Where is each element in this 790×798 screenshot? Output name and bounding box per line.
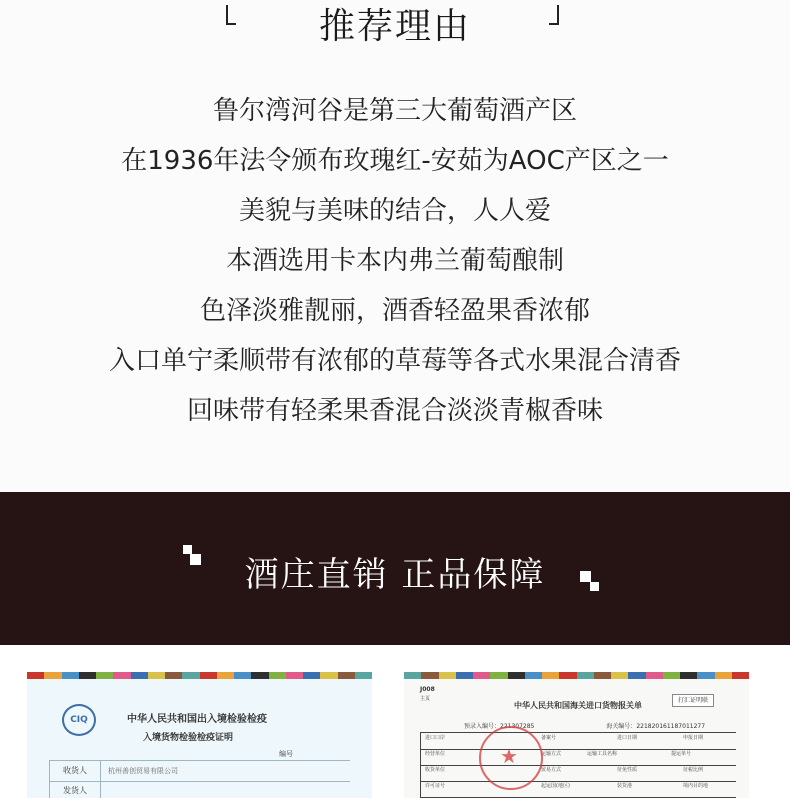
table-cell: 装货港 — [617, 783, 633, 789]
entry-number: 221307285 — [500, 723, 535, 730]
decor-square-icon — [580, 571, 591, 582]
table-cell: 经营单位 — [425, 751, 446, 757]
table-row — [421, 733, 736, 750]
customs-table — [420, 732, 736, 798]
color-stripe — [404, 672, 749, 679]
table-row — [50, 761, 350, 782]
reason-item: 鲁尔湾河谷是第三大葡萄酒产区 — [212, 96, 577, 126]
inspection-certificate-image — [27, 672, 372, 798]
reason-list — [0, 86, 790, 436]
certificate-authority: 中华人民共和国出入境检验检疫 — [127, 714, 267, 725]
seal-star-icon: ★ — [500, 744, 518, 768]
customs-number: 221820161187011277 — [636, 723, 706, 730]
table-cell: 进口口岸 — [425, 735, 446, 741]
table-cell: 征免性质 — [617, 767, 638, 773]
reason-item: 本酒选用卡本内弗兰葡萄酿制 — [225, 246, 564, 276]
table-cell: 运输工具名称 — [587, 751, 618, 757]
table-cell: 征税比例 — [683, 767, 704, 773]
form-code: J008 — [420, 686, 435, 693]
certificate-title: 入境货物检验检疫证明 — [143, 733, 234, 743]
copy-label-box: 打汇证明联 — [672, 694, 714, 707]
row-label: 发货人 — [50, 781, 101, 798]
table-row — [50, 781, 350, 798]
table-row — [421, 749, 736, 766]
section-title: 推荐理由 — [318, 6, 471, 47]
table-cell: 贸易方式 — [541, 767, 562, 773]
reason-item: 入口单宁柔顺带有浓郁的草莓等各式水果混合清香 — [108, 346, 681, 376]
banner-title: 酒庄直销 正品保障 — [244, 555, 546, 595]
table-cell: 备案号 — [541, 735, 557, 741]
reason-item: 回味带有轻柔果香混合淡淡青椒香味 — [186, 396, 603, 426]
reason-item: 在1936年法令颁布玫瑰红-安茹为AOC产区之一 — [121, 146, 669, 176]
table-cell: 提运单号 — [671, 751, 692, 757]
customs-label: 海关编号： — [606, 723, 637, 730]
decor-square-icon — [590, 582, 599, 591]
customs-declaration-image — [404, 672, 749, 798]
row-label: 收货人 — [50, 761, 101, 781]
table-row — [421, 781, 736, 798]
entry-label: 预录入编号： — [464, 723, 501, 730]
table-cell: 境内目的地 — [683, 783, 709, 789]
certificate-table — [49, 760, 350, 798]
table-cell: 运输方式 — [541, 751, 562, 757]
table-cell: 起运国(地区) — [541, 783, 570, 789]
certificate-number-label: 编号 — [279, 750, 293, 758]
ciq-emblem-icon: CIQ — [62, 704, 96, 736]
reason-item: 色泽淡雅靓丽，酒香轻盈果香浓郁 — [199, 296, 590, 326]
table-cell: 进口日期 — [617, 735, 638, 741]
form-small-text: 主页 — [420, 696, 431, 702]
row-value: 杭州善创贸易有限公司 — [108, 767, 178, 775]
table-cell: 申报日期 — [683, 735, 704, 741]
table-row — [421, 765, 736, 782]
table-cell: 收货单位 — [425, 767, 446, 773]
color-stripe — [27, 672, 372, 679]
customs-title: 中华人民共和国海关进口货物报关单 — [514, 701, 642, 710]
table-cell: 许可证号 — [425, 783, 446, 789]
reason-item: 美貌与美味的结合，人人爱 — [238, 196, 551, 226]
